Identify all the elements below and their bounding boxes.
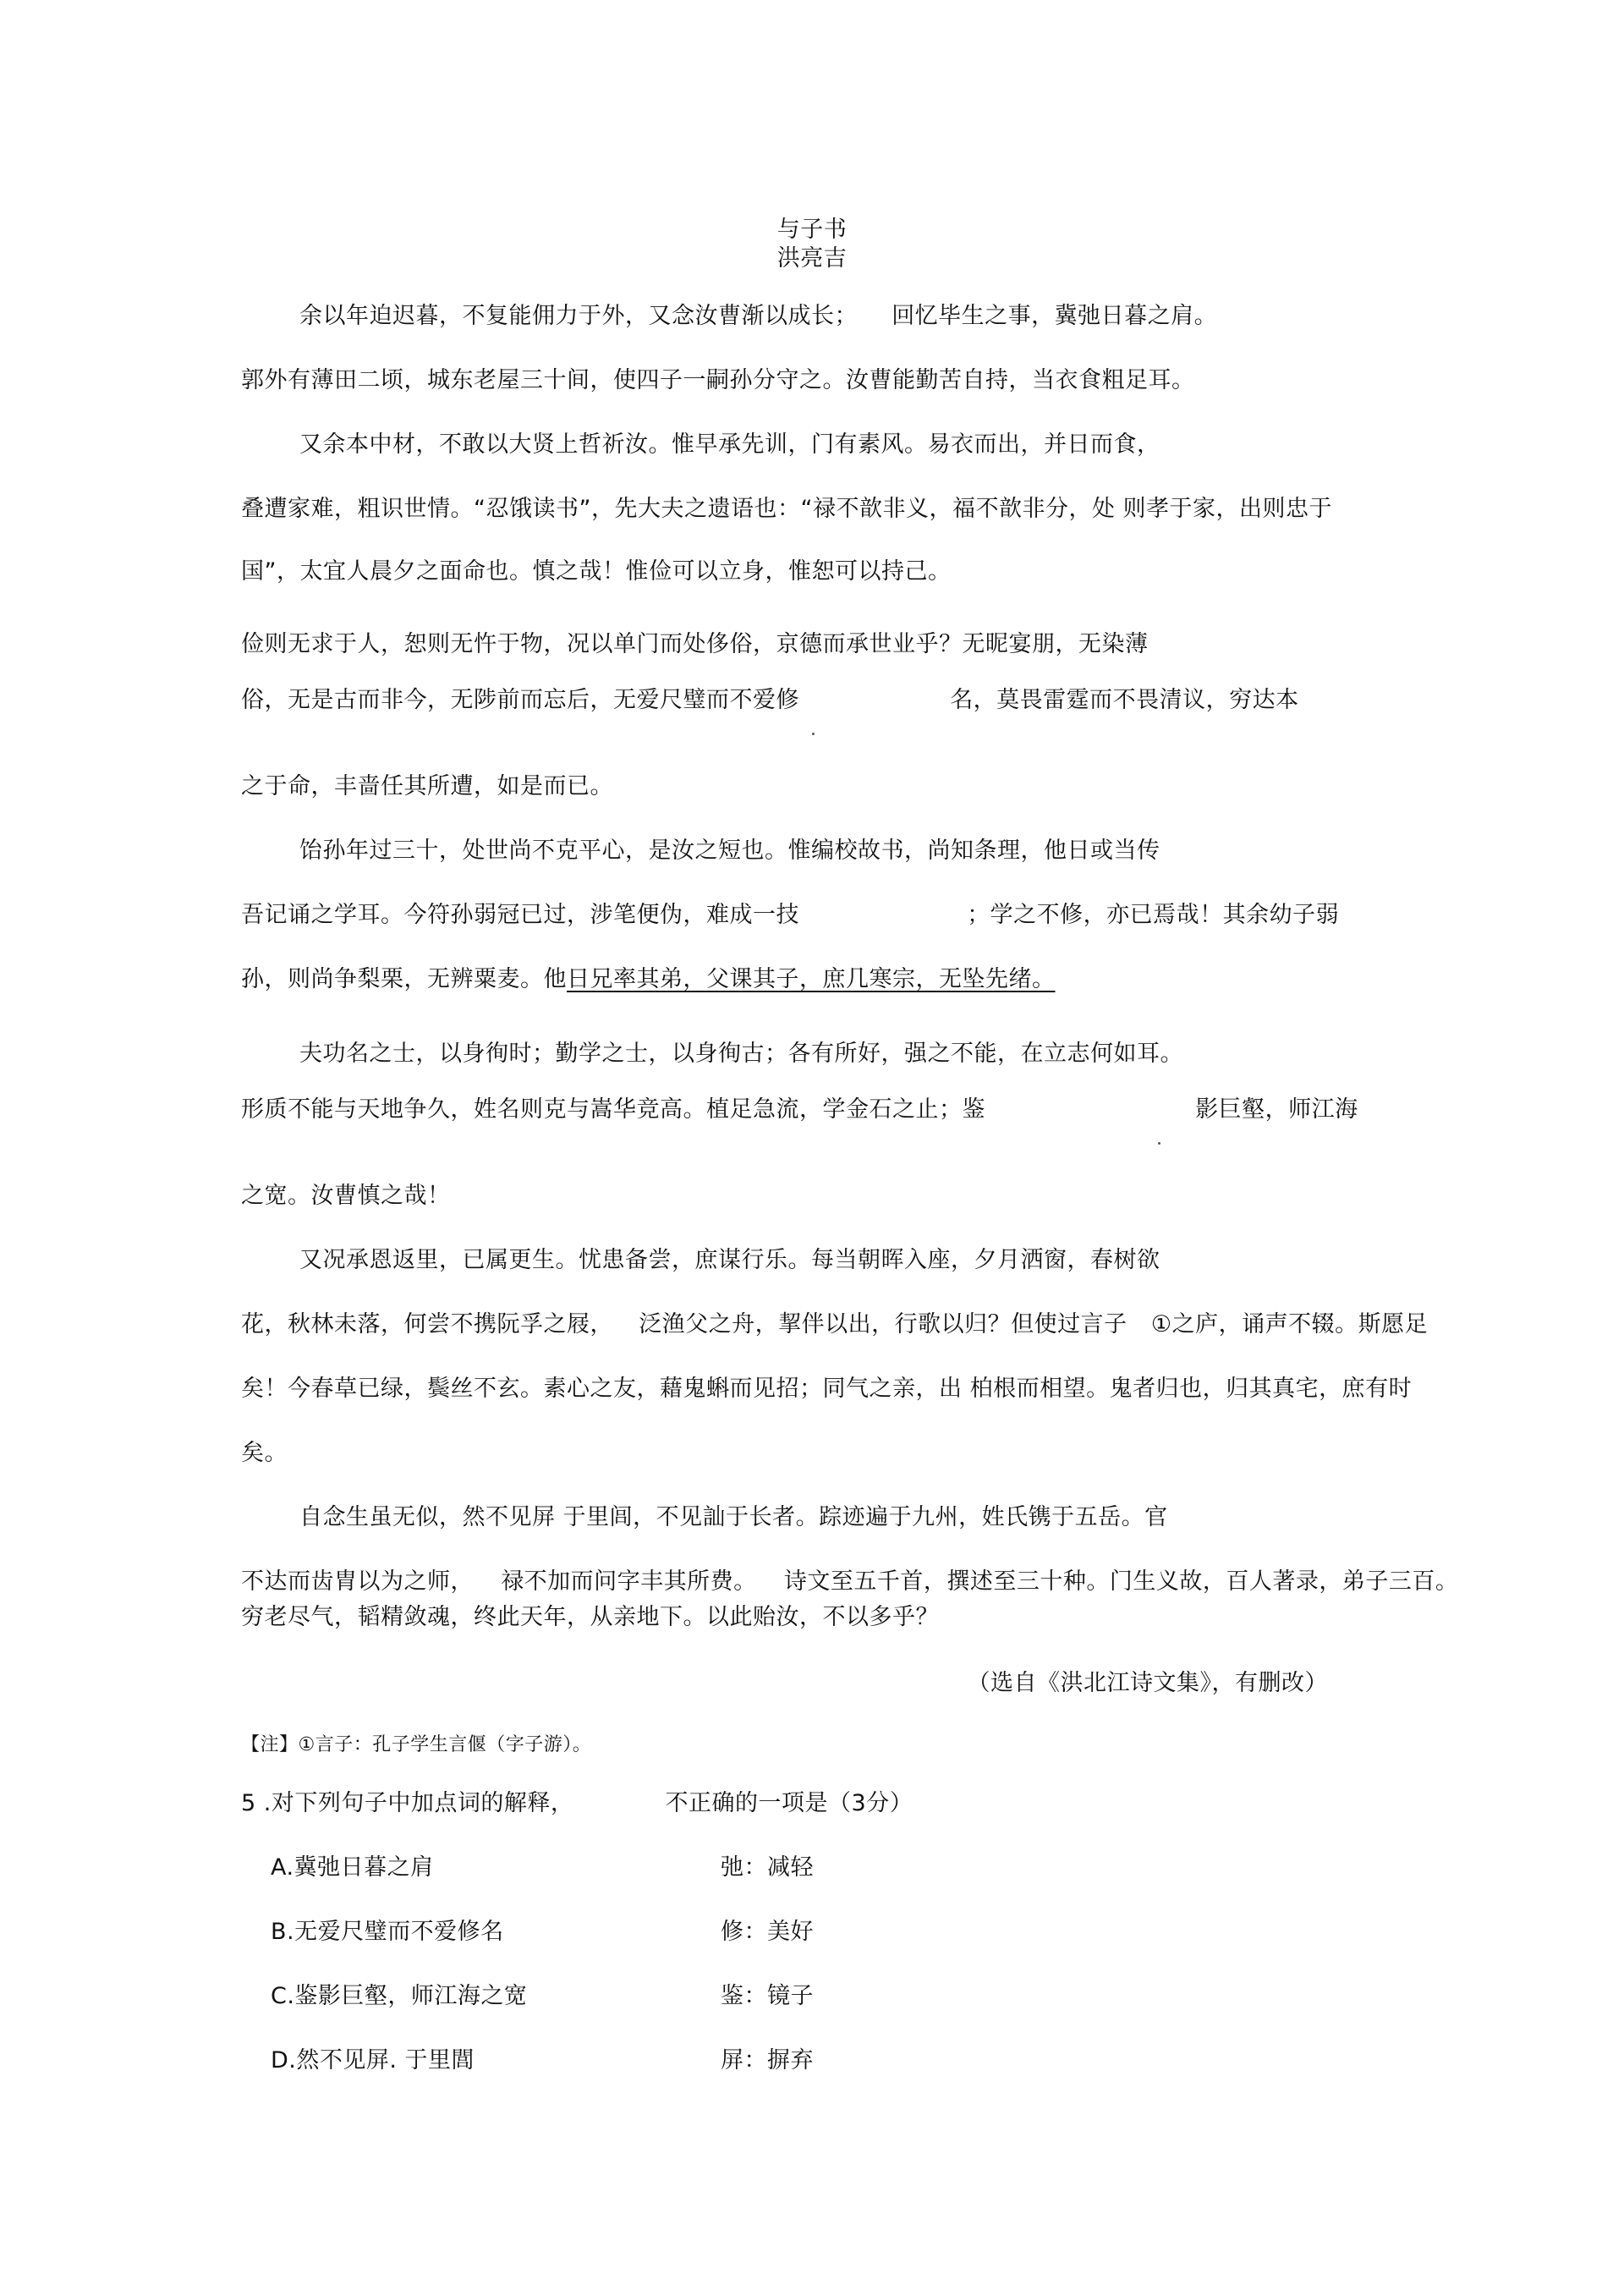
option-c-gloss: 鉴：镜子 — [721, 1983, 814, 2009]
stray-mark — [1158, 1142, 1160, 1145]
paragraph-line — [241, 1310, 1428, 1340]
paragraph-line — [241, 1567, 1458, 1597]
text-segment: 泛渔父之舟，挈伴以出，行歌以归？但使过言子 — [639, 1311, 1127, 1338]
paragraph-line: 自念生虽无似，然不见屏 于里闾，不见訕于长者。踪迹遍于九州，姓氏镌于五岳。官 — [299, 1504, 1168, 1530]
option-a-sentence — [271, 1853, 434, 1883]
option-letter: D. — [271, 2047, 297, 2074]
option-c-sentence — [271, 1981, 527, 2012]
paragraph-line: 国”，太宜人晨夕之面命也。慎之哉！惟俭可以立身，惟恕可以持己。 — [241, 558, 952, 585]
text-segment: 吾记诵之学耳。今符孙弱冠已过，涉笔便伪，难成一技 — [241, 902, 799, 928]
paragraph-line — [241, 685, 1299, 716]
article-author: 洪亮吉 — [776, 245, 848, 272]
text-segment: ；学之不修，亦已焉哉！其余幼子弱 — [967, 902, 1340, 928]
question-stem — [241, 1788, 913, 1819]
paragraph-line — [241, 900, 1339, 931]
option-sentence: 冀弛日暮之肩 — [294, 1854, 434, 1881]
text-segment: 禄不加而问字丰其所费。 — [501, 1568, 757, 1595]
text-segment: 名，莫畏雷霆而不畏清议，穷达本 — [950, 687, 1299, 713]
option-letter: B. — [271, 1919, 295, 1945]
paragraph-line — [299, 301, 1217, 332]
option-a-gloss: 弛：减轻 — [721, 1854, 814, 1881]
question-stem-text: 不正确的一项是（3分） — [665, 1790, 914, 1816]
paragraph-line: 又余本中材，不敢以大贤上哲祈汝。惟早承先训，门有素风。易衣而出，并日而食， — [299, 431, 1160, 458]
stray-mark — [812, 733, 815, 735]
text-segment: 形质不能与天地争久，姓名则克与嵩华竞高。植足急流，学金石之止；鉴 — [241, 1096, 985, 1123]
paragraph-line: 又况承恩返里，已属更生。忧患备尝，庶谋行乐。每当朝晖入座，夕月洒窗，春树欲 — [299, 1247, 1160, 1273]
option-d-sentence — [271, 2046, 475, 2076]
paragraph-line: 穷老尽气，韬精敛魂，终此天年，从亲地下。以此贻汝，不以多乎？ — [241, 1604, 939, 1630]
underlined-sentence: 日兄率其弟，父课其子，庶几寒宗，无坠先绪。 — [567, 966, 1056, 992]
paragraph-line: 之于命，丰啬任其所遭，如是而已。 — [241, 773, 613, 799]
text-segment: 孙，则尚争梨栗，无辨粟麦。他 — [241, 966, 567, 992]
option-sentence: 然不见屏. 于里閭 — [296, 2047, 475, 2074]
text-segment: 诗文至五千首，撰述至三十种。门生义故，百人著录，弟子三百。 — [783, 1568, 1459, 1595]
paragraph-line: 郭外有薄田二顷，城东老屋三十间，使四子一嗣孙分守之。汝曹能勤苦自持，当衣食粗足耳。 — [241, 367, 1195, 393]
option-letter: A. — [271, 1854, 294, 1881]
article-title: 与子书 — [776, 217, 848, 243]
paragraph-line: 矣。 — [241, 1440, 288, 1466]
option-letter: C. — [271, 1983, 295, 2009]
paragraph-line: 之宽。汝曹慎之哉！ — [241, 1183, 451, 1209]
paragraph-line: 夫功名之士，以身徇时；勤学之士，以身徇古；各有所好，强之不能，在立志何如耳。 — [299, 1041, 1183, 1067]
paragraph-line: 饴孙年过三十，处世尚不克平心，是汝之短也。惟编校故书，尚知条理，他日或当传 — [299, 838, 1160, 864]
paragraph-line: 矣！今春草已绿，鬓丝不玄。素心之友，藉鬼蝌而见招；同气之亲，出 柏根而相望。鬼者归也，归其真宅，庶有时 — [241, 1376, 1413, 1402]
option-d-gloss: 屏：摒弃 — [721, 2047, 814, 2074]
text-segment: 余以年迫迟暮，不复能佣力于外，又念汝曹渐以成长； — [299, 303, 858, 329]
paragraph-line: 叠遭家难，粗识世情。“忍饿读书”，先大夫之遗语也：“禄不歆非义，福不歆非分，处 则孝于家，出则忠于 — [241, 496, 1333, 522]
question-stem-text: 5 .对下列句子中加点词的解释， — [241, 1790, 574, 1816]
text-segment: ①之庐，诵声不辍。斯愿足 — [1150, 1311, 1429, 1338]
text-segment: 回忆毕生之事，冀弛日暮之肩。 — [892, 303, 1218, 329]
paragraph-line — [241, 1095, 1358, 1125]
text-segment: 俗，无是古而非今，无陟前而忘后，无爱尺璧而不爱修 — [241, 687, 799, 713]
text-segment: 不达而齿胄以为之师， — [241, 1568, 474, 1595]
text-segment: 花，秋林未落，何尝不携阮孚之屐， — [241, 1311, 613, 1338]
option-sentence: 鉴影巨壑，师江海之宽 — [294, 1983, 528, 2009]
paragraph-line — [241, 964, 1056, 995]
footnote: 【注】①言子：孔子学生言偃（字子游）。 — [241, 1734, 592, 1755]
option-b-sentence — [271, 1917, 504, 1947]
text-segment: 影巨壑，师江海 — [1195, 1096, 1358, 1123]
option-sentence: 无爱尺璧而不爱修名 — [294, 1919, 504, 1945]
source-citation: （选自《洪北江诗文集》，有删改） — [967, 1670, 1328, 1696]
paragraph-line: 俭则无求于人，恕则无忤于物，况以单门而处侈俗，京德而承世业乎？无昵宴朋，无染薄 — [241, 631, 1149, 657]
option-b-gloss: 修：美好 — [721, 1919, 814, 1945]
